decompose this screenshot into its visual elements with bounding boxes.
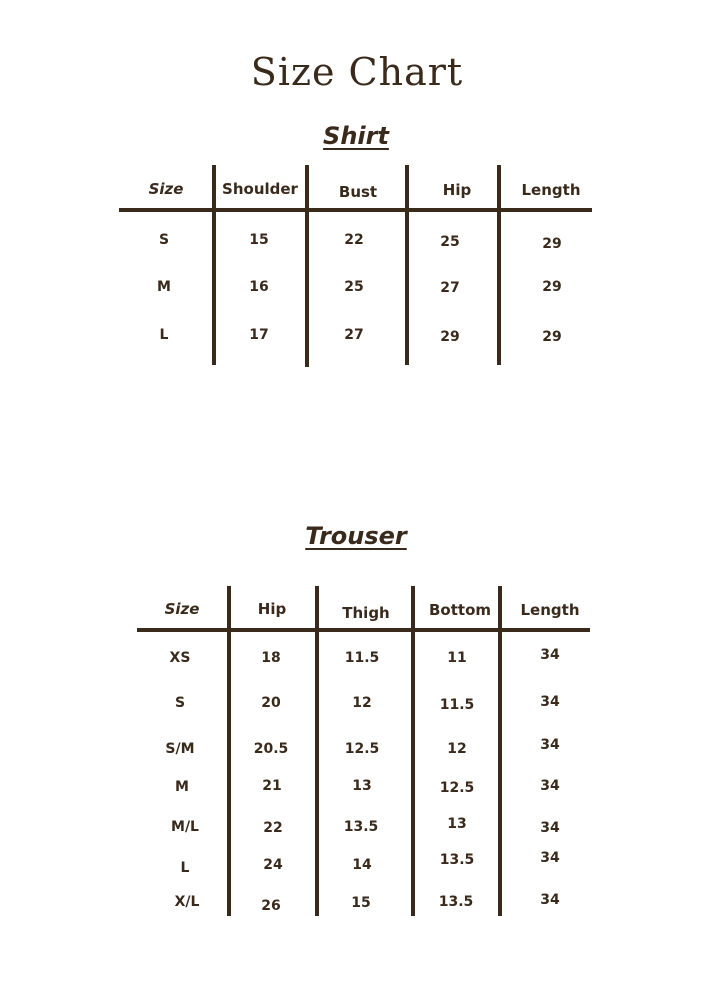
shirt-cell: 22 <box>344 232 364 248</box>
trouser-cell: 34 <box>540 820 560 836</box>
trouser-column-divider <box>498 586 502 916</box>
trouser-cell: 20 <box>261 695 281 711</box>
shirt-cell: 27 <box>344 327 364 343</box>
shirt-cell: 29 <box>542 329 562 345</box>
shirt-header-cell: Hip <box>442 181 472 199</box>
trouser-cell: 26 <box>261 898 281 914</box>
trouser-header-cell: Bottom <box>428 601 492 619</box>
shirt-column-divider <box>497 165 501 365</box>
trouser-cell: 12.5 <box>439 780 475 796</box>
trouser-header-cell: Length <box>520 601 580 619</box>
shirt-header-cell: Shoulder <box>222 180 298 198</box>
trouser-cell: 34 <box>540 694 560 710</box>
trouser-cell: S/M <box>165 741 195 757</box>
trouser-header-cell: Thigh <box>342 604 390 622</box>
trouser-cell: 34 <box>540 737 560 753</box>
trouser-header-divider <box>137 628 590 632</box>
shirt-cell: 25 <box>344 279 364 295</box>
trouser-column-divider <box>227 586 231 916</box>
trouser-cell: M <box>175 779 189 795</box>
trouser-cell: 21 <box>262 778 282 794</box>
trouser-cell: 12 <box>447 741 467 757</box>
trouser-cell: 34 <box>540 850 560 866</box>
shirt-cell: 17 <box>249 327 269 343</box>
page-title: Size Chart <box>250 50 464 94</box>
trouser-cell: 11.5 <box>344 650 380 666</box>
trouser-cell: 18 <box>261 650 281 666</box>
shirt-cell: 27 <box>440 280 460 296</box>
trouser-cell: 12.5 <box>344 741 380 757</box>
shirt-cell: 15 <box>249 232 269 248</box>
shirt-cell: 16 <box>249 279 269 295</box>
trouser-cell: 12 <box>352 695 372 711</box>
trouser-cell: 13 <box>352 778 372 794</box>
trouser-cell: XS <box>169 650 191 666</box>
shirt-header-cell: Size <box>148 180 184 198</box>
trouser-section-title: Trouser <box>305 522 407 550</box>
trouser-header-cell: Hip <box>257 600 287 618</box>
trouser-cell: 15 <box>351 895 371 911</box>
trouser-column-divider <box>411 586 415 916</box>
shirt-header-cell: Length <box>521 181 581 199</box>
shirt-header-cell: Bust <box>338 183 378 201</box>
trouser-cell: S <box>174 695 186 711</box>
trouser-header-cell: Size <box>164 600 200 618</box>
trouser-cell: 13.5 <box>439 852 475 868</box>
shirt-column-divider <box>305 165 309 367</box>
shirt-cell: S <box>158 232 170 248</box>
trouser-cell: L <box>180 860 190 876</box>
shirt-cell: 29 <box>542 279 562 295</box>
trouser-cell: X/L <box>174 894 200 910</box>
trouser-cell: 14 <box>352 857 372 873</box>
trouser-cell: 11 <box>447 650 467 666</box>
trouser-cell: M/L <box>171 819 199 835</box>
shirt-cell: 25 <box>440 234 460 250</box>
trouser-cell: 34 <box>540 778 560 794</box>
trouser-cell: 22 <box>263 820 283 836</box>
shirt-cell: 29 <box>542 236 562 252</box>
shirt-column-divider <box>405 165 409 365</box>
trouser-cell: 11.5 <box>439 697 475 713</box>
trouser-cell: 34 <box>540 892 560 908</box>
shirt-cell: M <box>157 279 171 295</box>
shirt-cell: 29 <box>440 329 460 345</box>
shirt-cell: L <box>159 327 169 343</box>
trouser-cell: 34 <box>540 647 560 663</box>
trouser-cell: 13 <box>447 816 467 832</box>
shirt-section-title: Shirt <box>323 122 389 150</box>
trouser-column-divider <box>315 586 319 916</box>
trouser-cell: 24 <box>263 857 283 873</box>
trouser-cell: 13.5 <box>438 894 474 910</box>
shirt-column-divider <box>212 165 216 365</box>
shirt-header-divider <box>119 208 592 212</box>
trouser-cell: 20.5 <box>253 741 289 757</box>
trouser-cell: 13.5 <box>343 819 379 835</box>
